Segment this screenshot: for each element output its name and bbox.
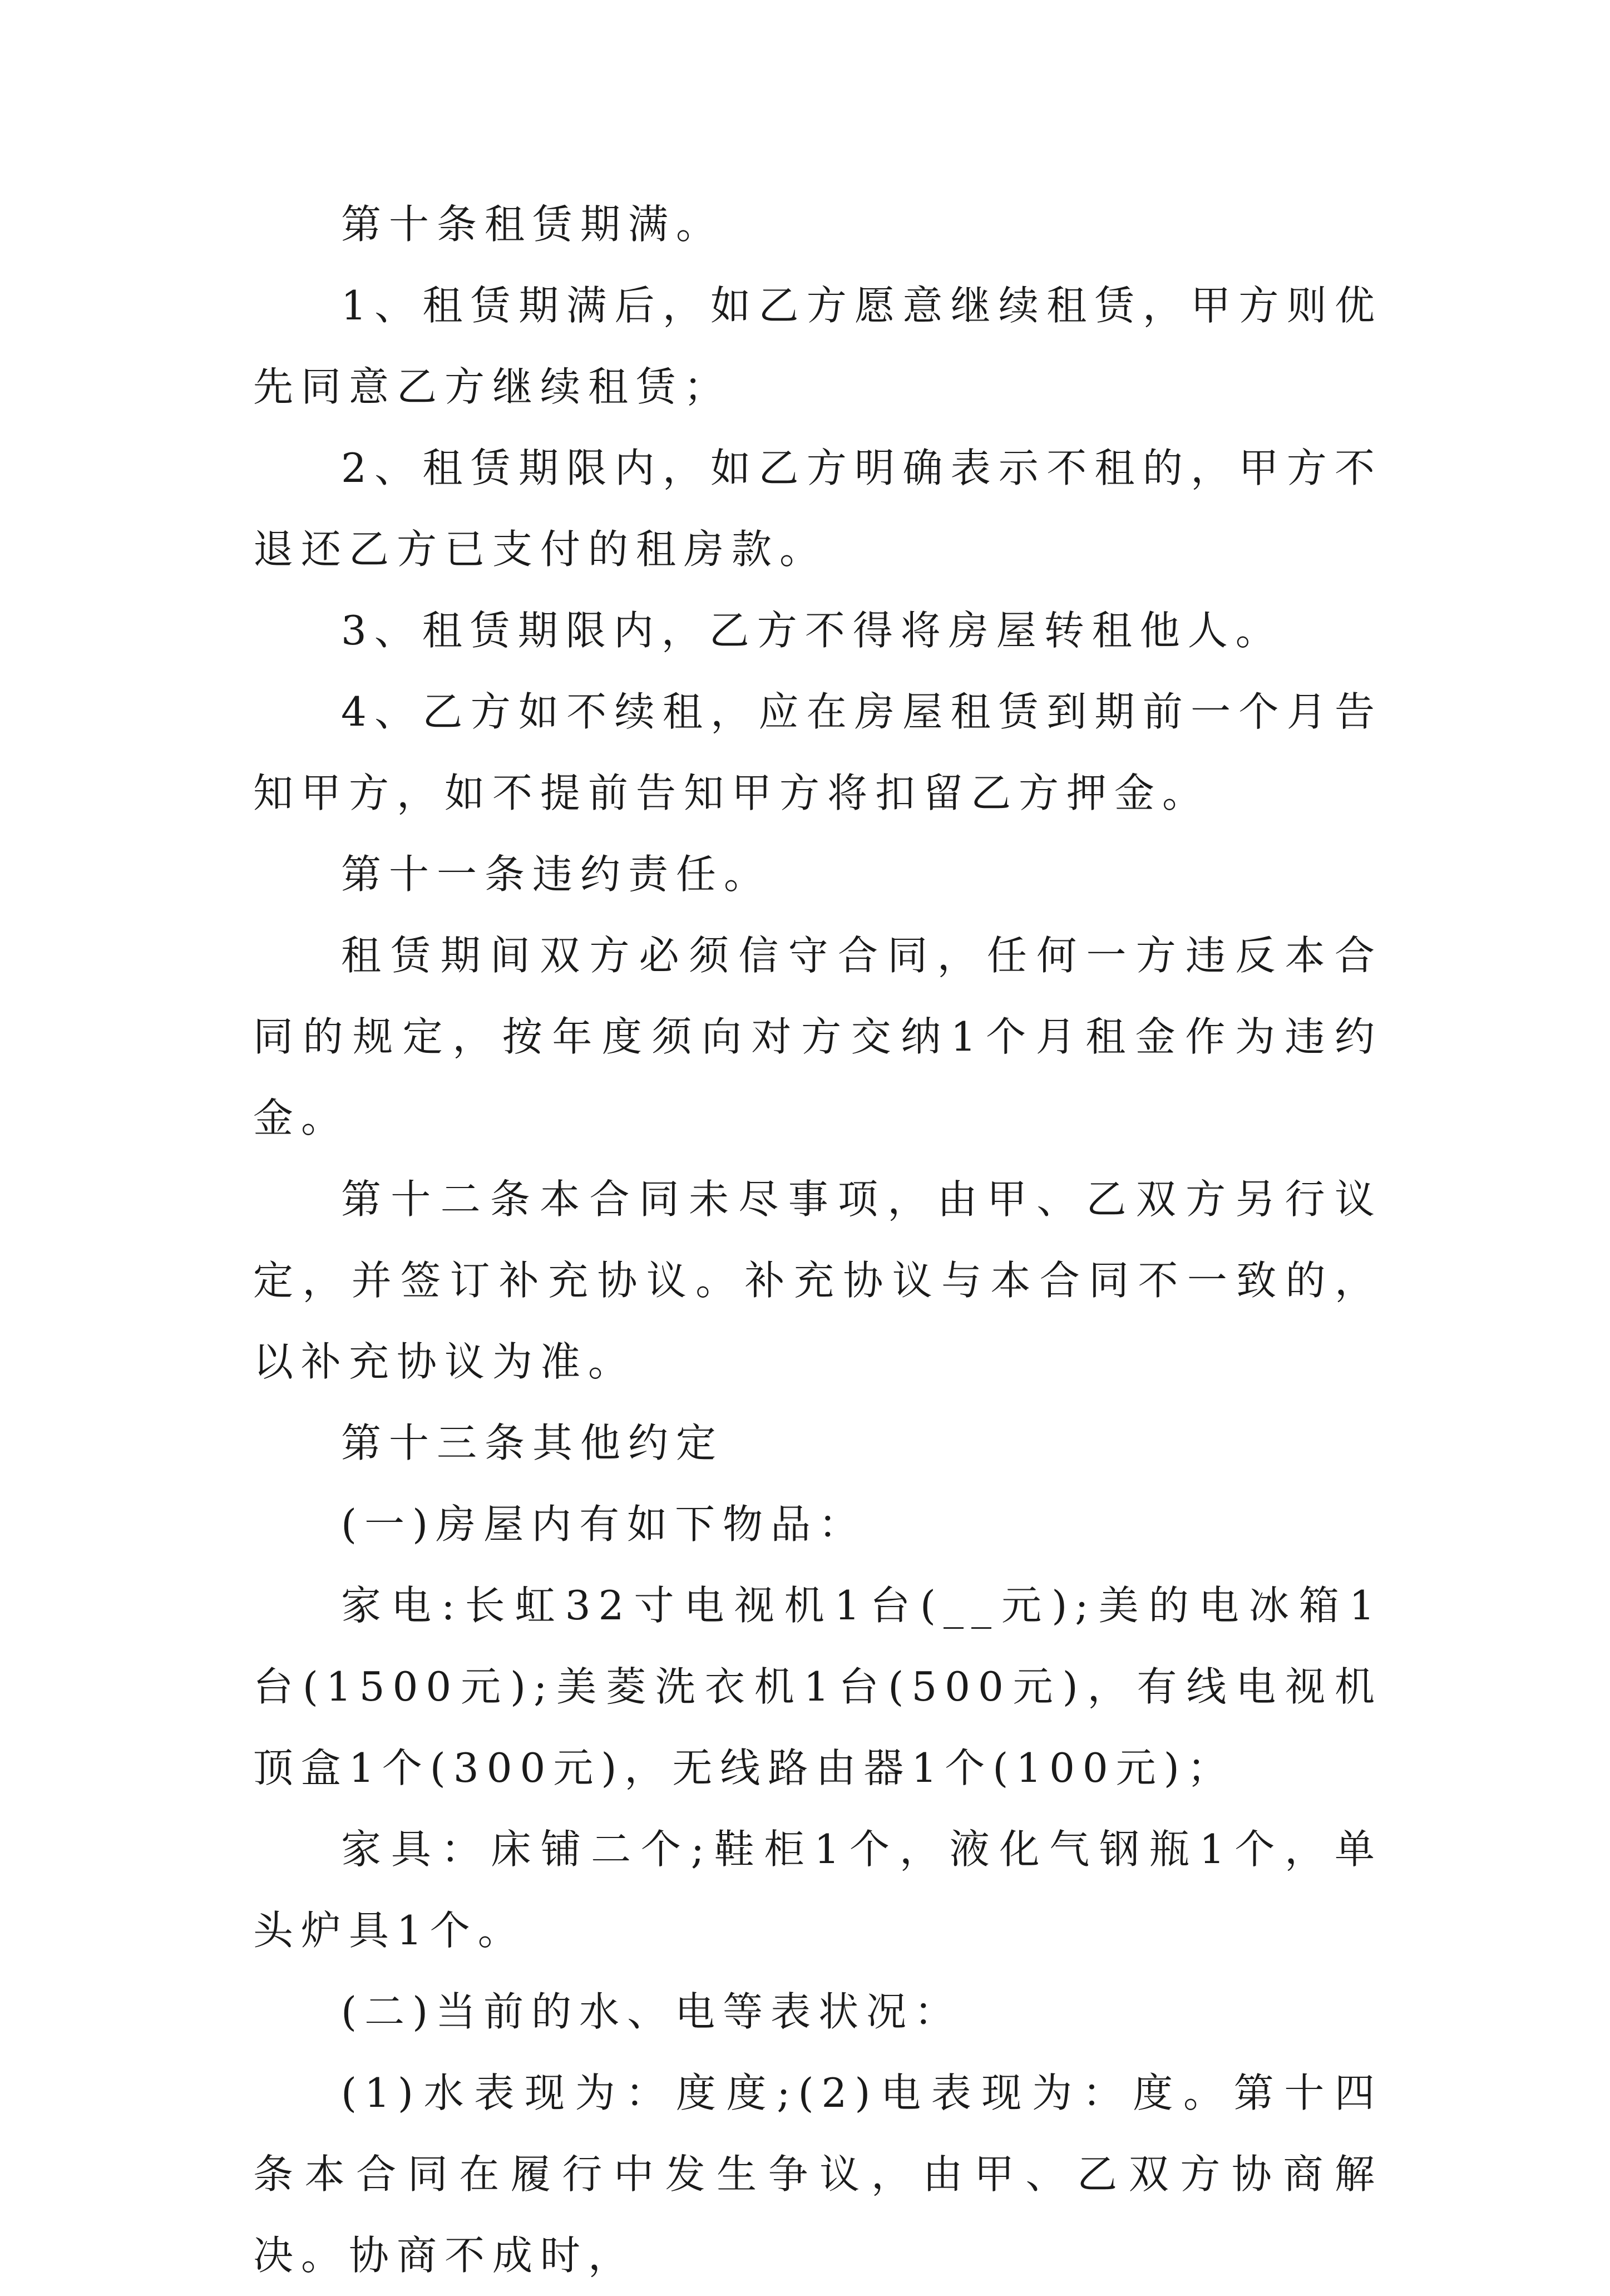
furniture-list: 家具：床铺二个;鞋柜1个，液化气钢瓶1个，单头炉具1个。 xyxy=(253,1826,1382,1954)
clause-10-item-2: 2、租赁期限内，如乙方明确表示不租的，甲方不退还乙方已支付的租房款。 xyxy=(253,445,1382,573)
clause-13-section-2: (二)当前的水、电等表状况： xyxy=(341,1988,962,2035)
clause-11-heading: 第十一条违约责任。 xyxy=(341,851,772,898)
clause-10-item-1: 1、租赁期满后，如乙方愿意继续租赁，甲方则优先同意乙方继续租赁； xyxy=(253,282,1382,410)
meter-readings-and-clause-14: (1)水表现为：度度;(2)电表现为：度。第十四条本合同在履行中发生争议，由甲、乙双方协商解决。协商不成时， xyxy=(253,2070,1382,2279)
clause-10-item-4: 4、乙方如不续租，应在房屋租赁到期前一个月告知甲方，如不提前告知甲方将扣留乙方押金。 xyxy=(253,688,1382,816)
clause-10-item-3: 3、租赁期限内，乙方不得将房屋转租他人。 xyxy=(341,607,1283,654)
clause-10-heading: 第十条租赁期满。 xyxy=(341,201,724,248)
document-body xyxy=(253,184,1382,2296)
clause-11-body: 租赁期间双方必须信守合同，任何一方违反本合同的规定，按年度须向对方交纳1个月租金作为违约金。 xyxy=(253,932,1382,1141)
clause-12-body: 第十二条本合同未尽事项，由甲、乙双方另行议定，并签订补充协议。补充协议与本合同不一致的，以补充协议为准。 xyxy=(253,1176,1382,1385)
clause-13-heading: 第十三条其他约定 xyxy=(341,1420,724,1466)
appliances-list: 家电:长虹32寸电视机1台(__元);美的电冰箱1台(1500元);美菱洗衣机1台(500元)，有线电视机顶盒1个(300元)，无线路由器1个(100元)； xyxy=(253,1582,1382,1791)
clause-13-section-1: (一)房屋内有如下物品： xyxy=(341,1501,867,1548)
